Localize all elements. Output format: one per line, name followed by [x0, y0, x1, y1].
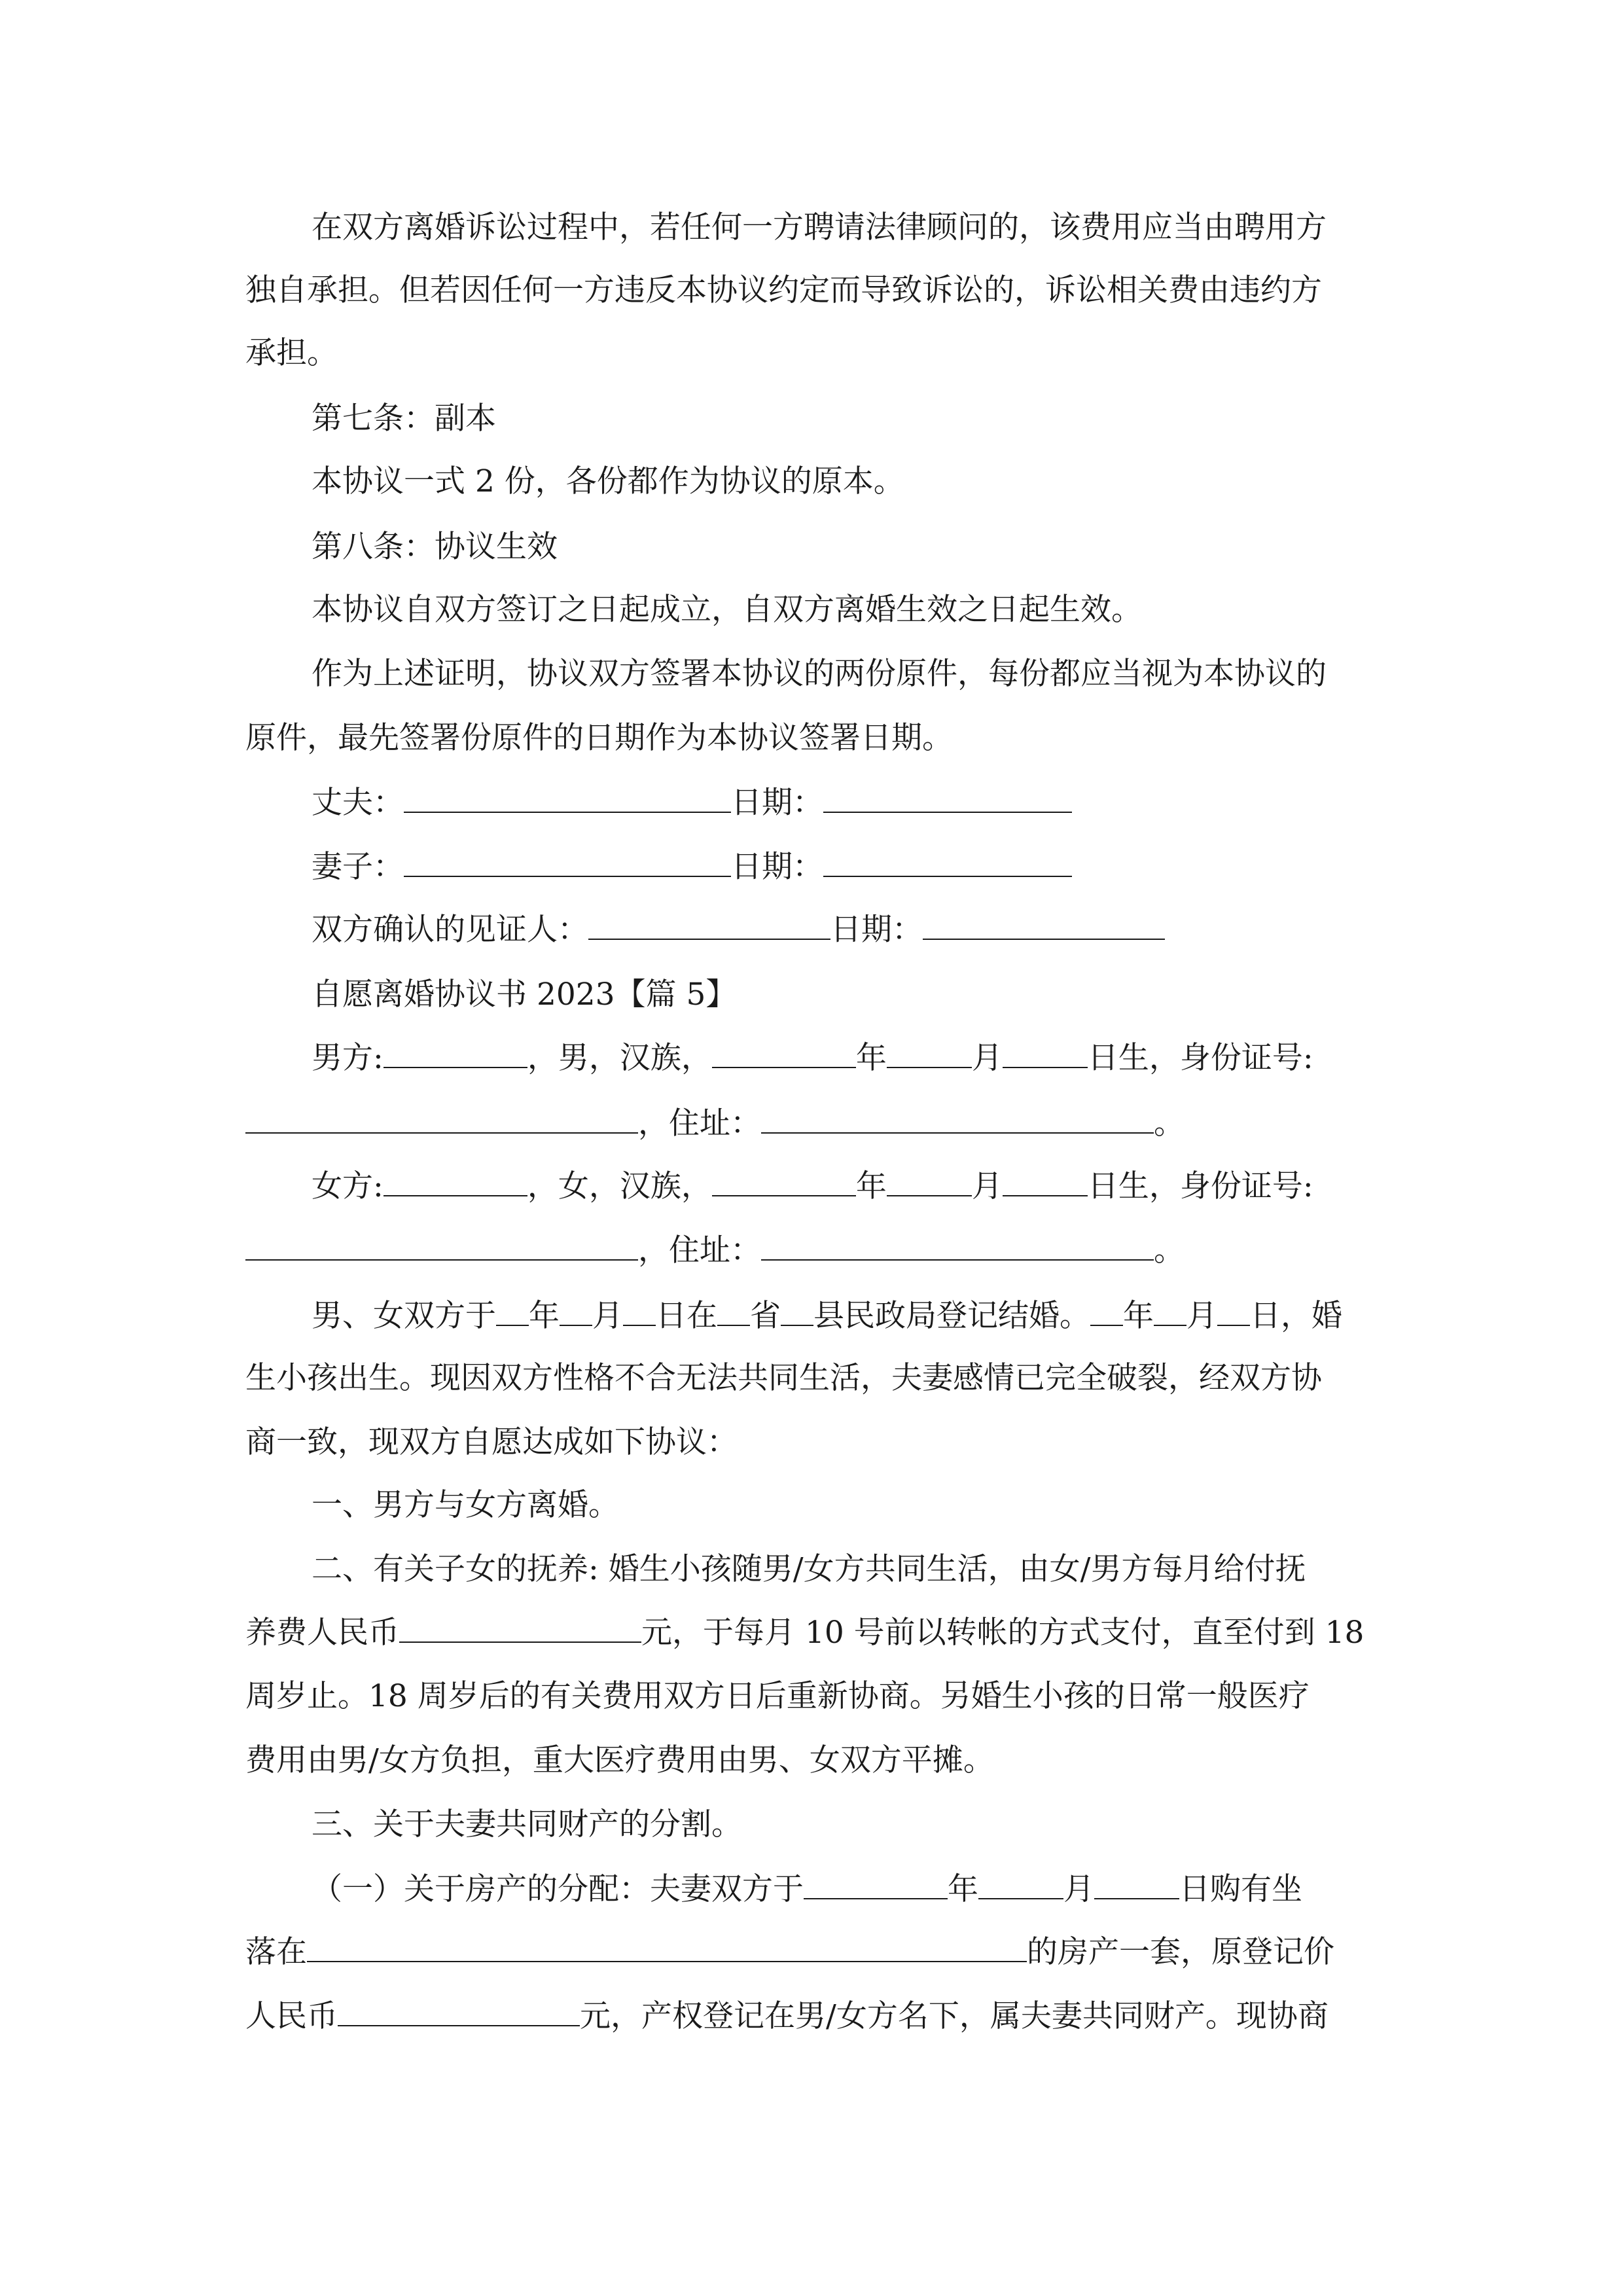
female-day-label: 日生，身份证号: — [1087, 1168, 1313, 1204]
property-purchase-month-field[interactable] — [978, 1869, 1063, 1899]
male-birth-year-field[interactable] — [712, 1038, 856, 1068]
male-id-number-field[interactable] — [245, 1103, 638, 1134]
male-comma: ， — [527, 1040, 558, 1076]
female-gender: 女，汉族， — [558, 1168, 712, 1204]
fee-paragraph-line-3: 承担。 — [245, 335, 338, 371]
property-line-1 — [312, 1869, 1302, 1909]
female-info-line-2 — [245, 1230, 1185, 1270]
husband-date-label: 日期： — [731, 785, 823, 821]
female-address-label: ，住址： — [638, 1232, 761, 1268]
husband-signature-row — [312, 783, 1072, 823]
husband-date-field[interactable] — [823, 783, 1072, 813]
male-info-line-1 — [312, 1038, 1313, 1078]
wife-signature-row — [312, 847, 1072, 887]
marriage-province-field[interactable] — [717, 1296, 750, 1326]
property-text: 的房产一套，原登记价 — [1027, 1934, 1334, 1970]
male-info-line-2 — [245, 1103, 1185, 1143]
male-day-label: 日生，身份证号: — [1087, 1040, 1313, 1076]
female-id-number-field[interactable] — [245, 1230, 638, 1261]
female-address-field[interactable] — [761, 1230, 1154, 1261]
fee-paragraph-line-1: 在双方离婚诉讼过程中，若任何一方聘请法律顾问的，该费用应当由聘用方 — [312, 209, 1327, 245]
property-line-2 — [245, 1932, 1334, 1972]
property-text: 日购有坐 — [1179, 1871, 1302, 1907]
husband-label: 丈夫： — [312, 785, 404, 821]
fee-paragraph-line-2: 独自承担。但若因任何一方违反本协议约定而导致诉讼的，诉讼相关费由违约方 — [245, 272, 1322, 308]
wife-date-label: 日期： — [731, 849, 823, 885]
item-2-line-1: 二、有关子女的抚养: 婚生小孩随男/女方共同生活，由女/男方每月给付抚 — [312, 1551, 1306, 1587]
female-birth-month-field[interactable] — [887, 1166, 972, 1196]
female-comma: ， — [527, 1168, 558, 1204]
marriage-text: 月 — [592, 1298, 623, 1334]
marriage-line-3: 商一致，现双方自愿达成如下协议： — [245, 1424, 738, 1460]
item-1: 一、男方与女方离婚。 — [312, 1487, 619, 1523]
witness-date-field[interactable] — [923, 910, 1165, 940]
property-text: 年 — [948, 1871, 978, 1907]
male-label: 男方: — [312, 1040, 383, 1076]
marriage-text: 月 — [1186, 1298, 1217, 1334]
marriage-county-field[interactable] — [781, 1296, 813, 1326]
article-7-body: 本协议一式 2 份，各份都作为协议的原本。 — [312, 463, 904, 499]
proof-line-1: 作为上述证明，协议双方签署本协议的两份原件，每份都应当视为本协议的 — [312, 656, 1327, 692]
property-line-3 — [245, 1996, 1329, 2036]
wife-label: 妻子： — [312, 849, 404, 885]
male-year-label: 年 — [855, 1040, 887, 1076]
marriage-line-1 — [312, 1296, 1342, 1336]
male-name-field[interactable] — [383, 1038, 527, 1068]
female-birth-day-field[interactable] — [1003, 1166, 1088, 1196]
marriage-text: 男、女双方于 — [312, 1298, 496, 1334]
marriage-day-field[interactable] — [623, 1296, 656, 1326]
male-birth-month-field[interactable] — [887, 1038, 972, 1068]
male-address-label: ，住址： — [638, 1105, 761, 1141]
article-7-title: 第七条：副本 — [312, 401, 496, 437]
male-period: 。 — [1154, 1105, 1185, 1141]
marriage-line-2: 生小孩出生。现因双方性格不合无法共同生活，夫妻感情已完全破裂，经双方协 — [245, 1360, 1322, 1396]
property-purchase-day-field[interactable] — [1094, 1869, 1179, 1899]
wife-date-field[interactable] — [823, 847, 1072, 877]
witness-label: 双方确认的见证人： — [312, 912, 588, 948]
item-2-line-3: 周岁止。18 周岁后的有关费用双方日后重新协商。另婚生小孩的日常一般医疗 — [245, 1678, 1310, 1714]
property-text: 落在 — [245, 1934, 307, 1970]
witness-date-label: 日期： — [830, 912, 923, 948]
child-birth-day-field[interactable] — [1217, 1296, 1250, 1326]
section-heading: 自愿离婚协议书 2023【篇 5】 — [312, 977, 737, 1013]
property-price-field[interactable] — [338, 1996, 580, 2026]
item-2-line-2 — [245, 1613, 1364, 1653]
marriage-year-field[interactable] — [496, 1296, 529, 1326]
property-text: 人民币 — [245, 1998, 338, 2034]
female-info-line-1 — [312, 1166, 1313, 1206]
marriage-text: 县民政局登记结婚。 — [813, 1298, 1090, 1334]
male-gender: 男，汉族， — [558, 1040, 712, 1076]
marriage-text: 日在 — [656, 1298, 717, 1334]
female-year-label: 年 — [855, 1168, 887, 1204]
child-support-label: 养费人民币 — [245, 1615, 399, 1651]
item-2-line-4: 费用由男/女方负担，重大医疗费用由男、女双方平摊。 — [245, 1742, 994, 1778]
article-8-title: 第八条：协议生效 — [312, 529, 558, 565]
male-address-field[interactable] — [761, 1103, 1154, 1134]
male-birth-day-field[interactable] — [1003, 1038, 1088, 1068]
child-birth-month-field[interactable] — [1154, 1296, 1186, 1326]
property-text: 元，产权登记在男/女方名下，属夫妻共同财产。现协商 — [580, 1998, 1329, 2034]
marriage-text: 年 — [1123, 1298, 1154, 1334]
marriage-text: 省 — [750, 1298, 781, 1334]
male-month-label: 月 — [971, 1040, 1003, 1076]
female-label: 女方: — [312, 1168, 383, 1204]
child-support-terms: 元，于每月 10 号前以转帐的方式支付，直至付到 18 — [641, 1615, 1364, 1651]
husband-signature-field[interactable] — [404, 783, 731, 813]
female-birth-year-field[interactable] — [712, 1166, 856, 1196]
wife-signature-field[interactable] — [404, 847, 731, 877]
marriage-month-field[interactable] — [560, 1296, 592, 1326]
proof-line-2: 原件，最先签署份原件的日期作为本协议签署日期。 — [245, 720, 953, 756]
marriage-text: 日，婚 — [1250, 1298, 1342, 1334]
child-support-amount-field[interactable] — [399, 1613, 641, 1643]
property-location-field[interactable] — [307, 1932, 1027, 1962]
property-text: 月 — [1063, 1871, 1094, 1907]
item-3: 三、关于夫妻共同财产的分割。 — [312, 1806, 742, 1842]
witness-signature-field[interactable] — [588, 910, 830, 940]
marriage-text: 年 — [529, 1298, 560, 1334]
property-text: （一）关于房产的分配：夫妻双方于 — [312, 1871, 804, 1907]
witness-signature-row — [312, 910, 1165, 950]
female-name-field[interactable] — [383, 1166, 527, 1196]
female-month-label: 月 — [971, 1168, 1003, 1204]
child-birth-year-field[interactable] — [1090, 1296, 1123, 1326]
property-purchase-year-field[interactable] — [804, 1869, 948, 1899]
article-8-body: 本协议自双方签订之日起成立，自双方离婚生效之日起生效。 — [312, 592, 1142, 628]
female-period: 。 — [1154, 1232, 1185, 1268]
